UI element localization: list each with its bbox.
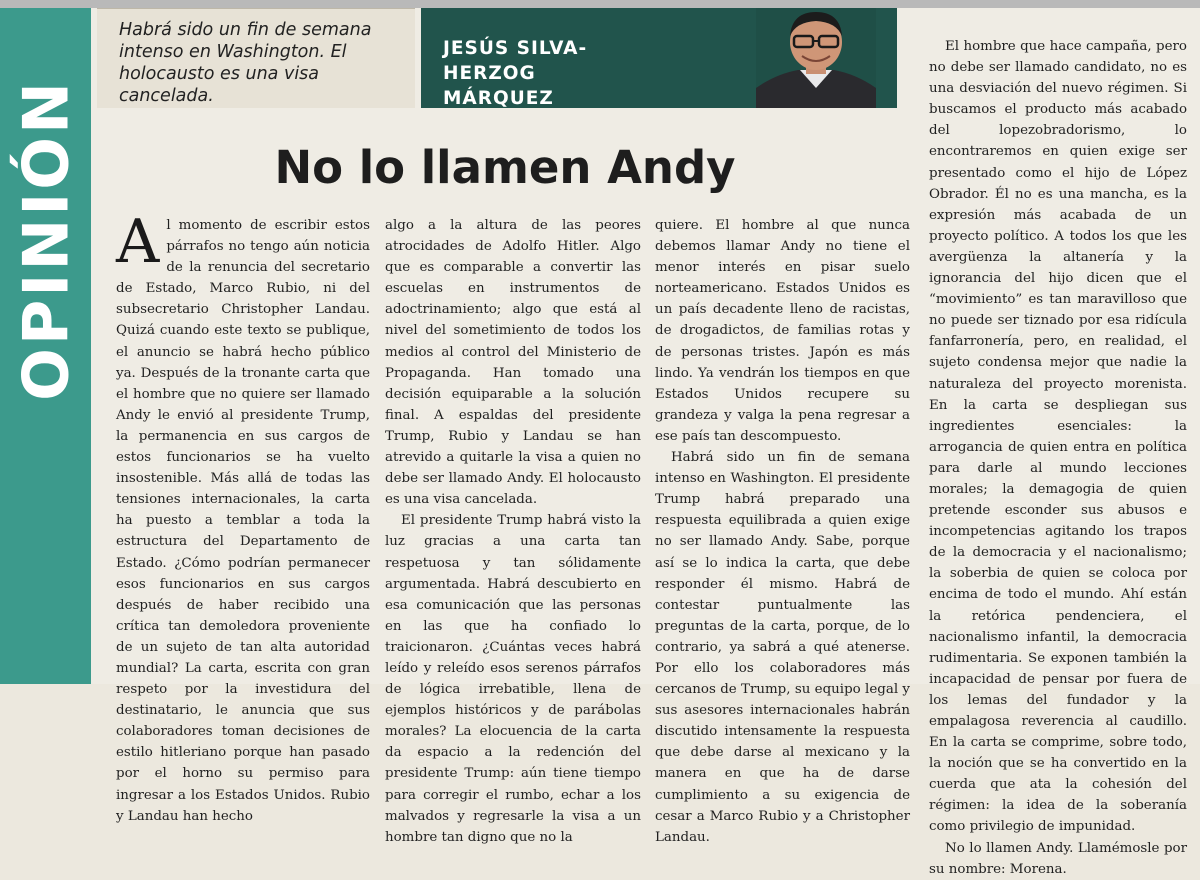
article-column-2	[385, 215, 641, 845]
article-column-1	[116, 207, 370, 824]
drop-cap: A	[116, 207, 160, 277]
article-headline: No lo llamen Andy	[274, 141, 736, 194]
paragraph: No lo llamen Andy. Llamémosle por su nombre: Morena.	[929, 840, 1187, 877]
paragraph	[116, 207, 370, 827]
paragraph: El presidente Trump habrá visto la luz gracias a una carta tan respetuosa y tan sólidamente argumentada. Habrá descubierto en esa comunicación que las personas en las que ha confiado lo traicionaron. ¿Cuántas veces habrá leído y releído esos serenos párrafos de lógica irrebatible, llena de ejemplos históricos y de parábolas morales? La elocuencia de la carta da espacio a la redención del presidente Trump: aún tiene tiempo para corregir el rumbo, echar a los malvados y regresarle la visa a un hombre tan digno que no la	[385, 513, 641, 845]
section-label: OPINIÓN	[9, 79, 83, 401]
newspaper-page	[0, 8, 1200, 877]
article-column-4	[929, 36, 1187, 877]
paragraph: Habrá sido un fin de semana intenso en Washington. El presidente Trump habrá preparado una respuesta equilibrada a quien exige no ser llamado Andy. Sabe, porque así se lo indica la carta, que debe responder él mismo. Habrá de contestar puntualmente las preguntas de la carta, porque, de lo contrario, ya sabrá a qué atenerse. Por ello los colaboradores más cercanos de Trump, su equipo legal y sus asesores internacionales habrán discutido intensamente la respuesta que debe darse al mexicano y la manera en que ha de darse cumplimiento a su exigencia de cesar a Marco Rubio y a Christopher Landau.	[655, 450, 910, 845]
author-banner	[421, 8, 897, 108]
pull-quote: Habrá sido un fin de semana intenso en Washington. El holocausto es una visa cancelada.	[119, 20, 372, 106]
author-photo	[756, 8, 876, 108]
page-top-edge	[0, 0, 1200, 8]
pull-quote-box	[97, 8, 415, 108]
author-name: JESÚS SILVA-HERZOG MÁRQUEZ	[443, 38, 588, 109]
paragraph: El hombre que hace campaña, pero no debe ser llamado candidato, no es una desviación del nuevo régimen. Si buscamos el producto más acabado del lopezobradorismo, lo encontraremos en quien exige ser presentado como el hijo de López Obrador. Él no es una mancha, es la expresión más acabada de un proyecto político. A todos los que les avergüenza la altanería y la ignorancia del hijo dicen que el “movimiento” es tan maravilloso que no puede ser tiznado por esa ridícula fanfarronería, pero, en realidad, el sujeto condensa mejor que nadie la naturaleza del proyecto morenista. En la carta se despliegan sus ingredientes esenciales: la arrogancia de quien entra en política para darle al mundo lecciones morales; la demagogia de quien pretende esconder sus abusos e incompetencias agitando los trapos de la democracia y el nacionalismo; la soberbia de quien se coloca por encima de todo el mundo. Ahí están la retórica pendenciera, el nacionalismo infantil, la democracia rudimentaria. Se exponen también la incapacidad de pensar por fuera de los lemas del fundador y la empalagosa reverencia al caudillo. En la carta se comprime, sobre todo, la noción que se ha convertido en la cuerda que ata la cohesión del régimen: la idea de la soberanía como privilegio de impunidad.	[929, 39, 1187, 835]
paragraph: algo a la altura de las peores atrocidades de Adolfo Hitler. Algo que es comparable a convertir las escuelas en instrumentos de adoctrinamiento; algo que está al nivel del sometimiento de todos los medios al control del Ministerio de Propaganda. Han tomado una decisión equiparable a la solución final. A espaldas del presidente Trump, Rubio y Landau se han atrevido a quitarle la visa a quien no debe ser llamado Andy. El holocausto es una visa cancelada.	[385, 218, 641, 508]
paragraph: quiere. El hombre al que nunca debemos llamar Andy no tiene el menor interés en pisar suelo norteamericano. Estados Unidos es un país decadente lleno de racistas, de drogadictos, de familias rotas y de personas tristes. Japón es más lindo. Ya vendrán los tiempos en que Estados Unidos recupere su grandeza y valga la pena regresar a ese país tan descompuesto.	[655, 218, 910, 444]
column-header	[91, 8, 919, 110]
paragraph-text: l momento de escribir estos párrafos no tengo aún noticia de la renuncia del secretario de Estado, Marco Rubio, ni del subsecretario Christopher Landau. Quizá cuando este texto se publique, el anuncio se habrá hecho público ya. Después de la tronante carta que el hombre que no quiere ser llamado Andy le envió al presidente Trump, la permanencia en sus cargos de estos funcionarios se ha vuelto insostenible. Más allá de todas las tensiones internacionales, la carta ha puesto a temblar a toda la estructura del Departamento de Estado. ¿Cómo podrían permanecer esos funcionarios en sus cargos después de haber recibido una crítica tan demoledora proveniente de un sujeto de tan alta autoridad mundial? La carta, escrita con gran respeto por la investidura del destinatario, le anuncia que sus colaboradores toman decisiones de estilo hitleriano porque han pasado por el horno su permiso para ingresar a los Estados Unidos. Rubio y Landau han hecho	[116, 218, 370, 824]
article-column-3	[655, 215, 910, 845]
section-sidebar	[0, 8, 91, 684]
